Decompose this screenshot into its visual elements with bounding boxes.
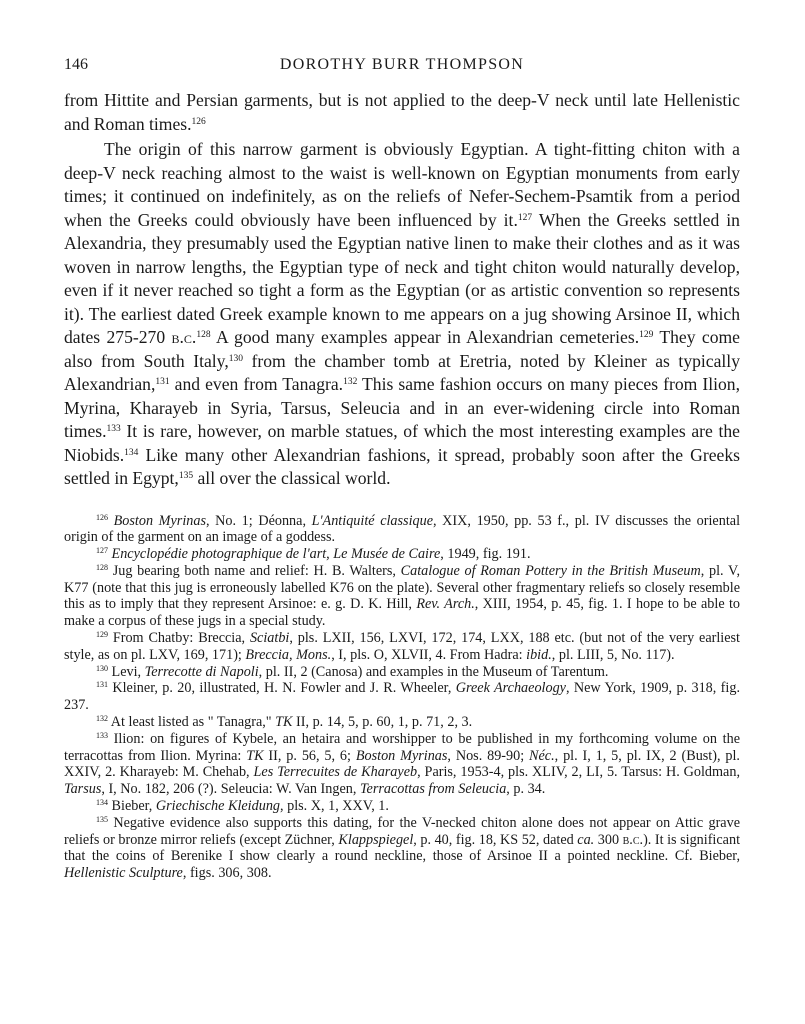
italic-title: Terrecotte di Napoli xyxy=(144,663,259,680)
italic-title: Klappspiegel xyxy=(338,831,414,848)
paragraph-2 xyxy=(64,138,740,491)
paragraph-1 xyxy=(64,89,740,136)
small-caps-bc: b.c. xyxy=(622,831,644,848)
italic-title: Griechische Kleidung xyxy=(155,798,281,815)
italic-title: TK xyxy=(275,714,293,731)
text-run: , 1949, fig. 191. xyxy=(440,546,531,563)
text-run: From Chatby: Breccia, xyxy=(108,630,250,647)
text-run: , pl. V, K77 (note that this jug is erroneously labelled K76 on the plate). Several other fragmentary reliefs so closely resemble this as to imply that they represent Arsinoe: e. g. D. K. Hill, xyxy=(64,562,740,613)
footnote-number: 126 xyxy=(96,512,108,522)
text-run: , XIII, 1954, p. 45, fig. 1. I hope to be able to make a corpus of these jugs in a special study. xyxy=(64,596,740,630)
footnote-ref-133: 133 xyxy=(106,424,121,434)
footnote-number: 129 xyxy=(96,630,108,640)
footnote-134 xyxy=(64,798,740,815)
footnote-number: 128 xyxy=(96,562,108,572)
text-run: 300 xyxy=(594,831,623,848)
footnote-128 xyxy=(64,563,740,630)
italic-title: Breccia, Mons. xyxy=(245,646,332,663)
page-number: 146 xyxy=(64,56,88,73)
body-text xyxy=(64,89,740,491)
text-run: , I, No. 182, 206 (?). Seleucia: W. Van Ingen, xyxy=(101,781,360,798)
footnotes xyxy=(64,513,740,883)
footnote-number: 134 xyxy=(96,798,108,808)
text-run: Ilion: on figures of Kybele, an hetaira and worshipper to be published in my forthcoming volume on the terracottas from Ilion. Myrina: xyxy=(64,730,740,764)
italic-title: Néc. xyxy=(529,747,555,764)
text-run: , XIX, 1950, pp. 53 f., pl. IV discusses the oriental origin of the garment on an image of a goddess. xyxy=(64,512,741,546)
italic-title: Tarsus xyxy=(64,781,102,798)
footnote-number: 133 xyxy=(96,730,108,740)
footnote-126 xyxy=(64,513,740,547)
text-run: , No. 1; Déonna, xyxy=(205,512,312,529)
footnote-ref-127: 127 xyxy=(517,212,533,223)
footnote-ref-134: 134 xyxy=(124,447,139,458)
text-run: It is rare, however, on marble statues, of which the most interesting examples are the Niobids. xyxy=(64,421,740,465)
text-run: Jug bearing both name and relief: H. B. Walters, xyxy=(108,562,401,579)
text-run: Kleiner, p. 20, illustrated, H. N. Fowler and J. R. Wheeler, xyxy=(108,680,456,697)
italic-title: L'Antiquité classique xyxy=(311,512,433,529)
text-run: ). It is significant that the coins of Berenike I show clearly a round neckline, those of Arsinoe II a pointed neckline. Cf. Bieber, xyxy=(64,831,741,865)
text-run: , pl. LIII, 5, No. 117). xyxy=(551,646,675,663)
italic-title: Greek Archaeology xyxy=(455,680,566,697)
footnote-132 xyxy=(64,714,740,731)
italic-abbrev: ca. xyxy=(577,831,595,848)
text-run: , Paris, 1953-4, pls. XLIV, 2, LI, 5. Tarsus: H. Goldman, xyxy=(417,764,740,781)
footnote-number: 135 xyxy=(96,814,108,824)
italic-title: Terracottas from Seleucia xyxy=(359,781,507,798)
text-run: , New York, 1909, p. 318, fig. 237. xyxy=(64,680,740,714)
footnote-130 xyxy=(64,664,740,681)
footnote-ref-131: 131 xyxy=(155,377,170,387)
italic-title: TK xyxy=(246,747,264,764)
footnote-ref-135: 135 xyxy=(178,471,194,481)
italic-title: Boston Myrinas xyxy=(113,512,206,529)
italic-title: ibid. xyxy=(526,646,552,663)
text-run: , figs. 306, 308. xyxy=(182,865,272,882)
text-run: When the Greeks settled in Alexandria, they presumably used the Egyptian native linen to make their clothes and as it was woven in narrow lengths, the Egyptian type of neck and tight chiton would naturally develop, even if it never reached so tight a form as the Egyptian (or as artistic convention so represents it). The earliest dated Greek example known to me appears on a jug showing Arsinoe II, which dates 275-270 xyxy=(64,209,740,347)
text-run: This same fashion occurs on many pieces from Ilion, Myrina, Kharayeb in Syria, Tarsus, Seleucia and in an ever-widening circle into Roman times. xyxy=(64,374,741,441)
text-run: The origin of this narrow garment is obviously Egyptian. A tight-fitting chiton with a deep-V neck reaching almost to the waist is well-known on Egyptian monuments from early times; it continued on indefinitely, as on the reliefs of Nefer-Sechem-Psamtik from a period when the Greeks could obviously have been influenced by it. xyxy=(64,139,740,230)
text-run: from the chamber tomb at Eretria, noted by Kleiner as typically Alexandrian, xyxy=(64,350,740,394)
text-run: At least listed as " Tanagra," xyxy=(108,714,276,731)
footnote-number: 127 xyxy=(96,546,108,556)
text-run: , pls. LXII, 156, LXVI, 172, 174, LXX, 188 etc. (but not of the very earliest style, as on pl. LXV, 169, 171); xyxy=(64,630,740,663)
running-title: DOROTHY BURR THOMPSON xyxy=(279,56,525,73)
text-run: , Nos. 89-90; xyxy=(447,747,530,764)
footnote-133 xyxy=(64,731,740,798)
text-run: Levi, xyxy=(108,663,145,680)
footnote-ref-129: 129 xyxy=(639,330,654,340)
text-run: all over the classical world. xyxy=(193,468,391,488)
footnote-ref-128: 128 xyxy=(196,330,211,340)
italic-title: Boston Myrinas xyxy=(355,747,448,764)
footnote-ref-130: 130 xyxy=(228,353,243,364)
running-head xyxy=(64,50,740,80)
italic-title: Sciatbi xyxy=(249,630,290,647)
footnote-129 xyxy=(64,630,740,664)
text-run: II, p. 56, 5, 6; xyxy=(263,747,356,764)
small-caps-bc: b.c. xyxy=(171,327,197,347)
text-run: , p. 34. xyxy=(506,781,546,798)
italic-title: Encyclopédie photographique de l'art, Le Musée de Caire xyxy=(111,546,441,563)
text-run: A good many examples appear in Alexandrian cemeteries. xyxy=(210,327,640,347)
footnote-131 xyxy=(64,680,740,714)
footnote-ref-132: 132 xyxy=(343,377,358,387)
text-run: Bieber, xyxy=(108,798,156,815)
footnote-number: 130 xyxy=(96,663,108,673)
italic-title: Catalogue of Roman Pottery in the British Museum xyxy=(400,562,701,579)
text-run: and even from Tanagra. xyxy=(169,374,344,394)
text-run: , pl. II, 2 (Canosa) and examples in the Museum of Tarentum. xyxy=(258,663,609,680)
text-run: II, p. 14, 5, p. 60, 1, p. 71, 2, 3. xyxy=(292,714,473,731)
italic-title: Rev. Arch. xyxy=(416,596,475,613)
italic-title: Hellenistic Sculpture xyxy=(64,865,183,882)
text-run: , p. 40, fig. 18, KS 52, dated xyxy=(413,831,578,848)
text-run: Like many other Alexandrian fashions, it spread, probably soon after the Greeks settled in Egypt, xyxy=(64,444,740,488)
footnote-ref-126: 126 xyxy=(191,116,206,127)
footnote-135 xyxy=(64,815,740,882)
page xyxy=(64,50,740,882)
footnote-number: 131 xyxy=(96,680,108,690)
footnote-number: 132 xyxy=(96,714,108,724)
text-run: They come also from South Italy, xyxy=(64,327,740,371)
footnote-127 xyxy=(64,546,740,563)
text-run: from Hittite and Persian garments, but is not applied to the deep-V neck until late Hellenistic and Roman times. xyxy=(64,90,740,134)
italic-title: Les Terrecuites de Kharayeb xyxy=(253,764,418,781)
text-run: Negative evidence also supports this dating, for the V-necked chiton alone does not appear on Attic grave reliefs or bronze mirror reliefs (except Züchner, xyxy=(64,814,740,848)
text-run: , pl. I, 1, 5, pl. IX, 2 (Bust), pl. XXIV, 2. Kharayeb: M. Chehab, xyxy=(64,747,740,781)
text-run: , pls. X, 1, XXV, 1. xyxy=(280,798,389,815)
text-run: , I, pls. O, XLVII, 4. From Hadra: xyxy=(331,646,527,663)
